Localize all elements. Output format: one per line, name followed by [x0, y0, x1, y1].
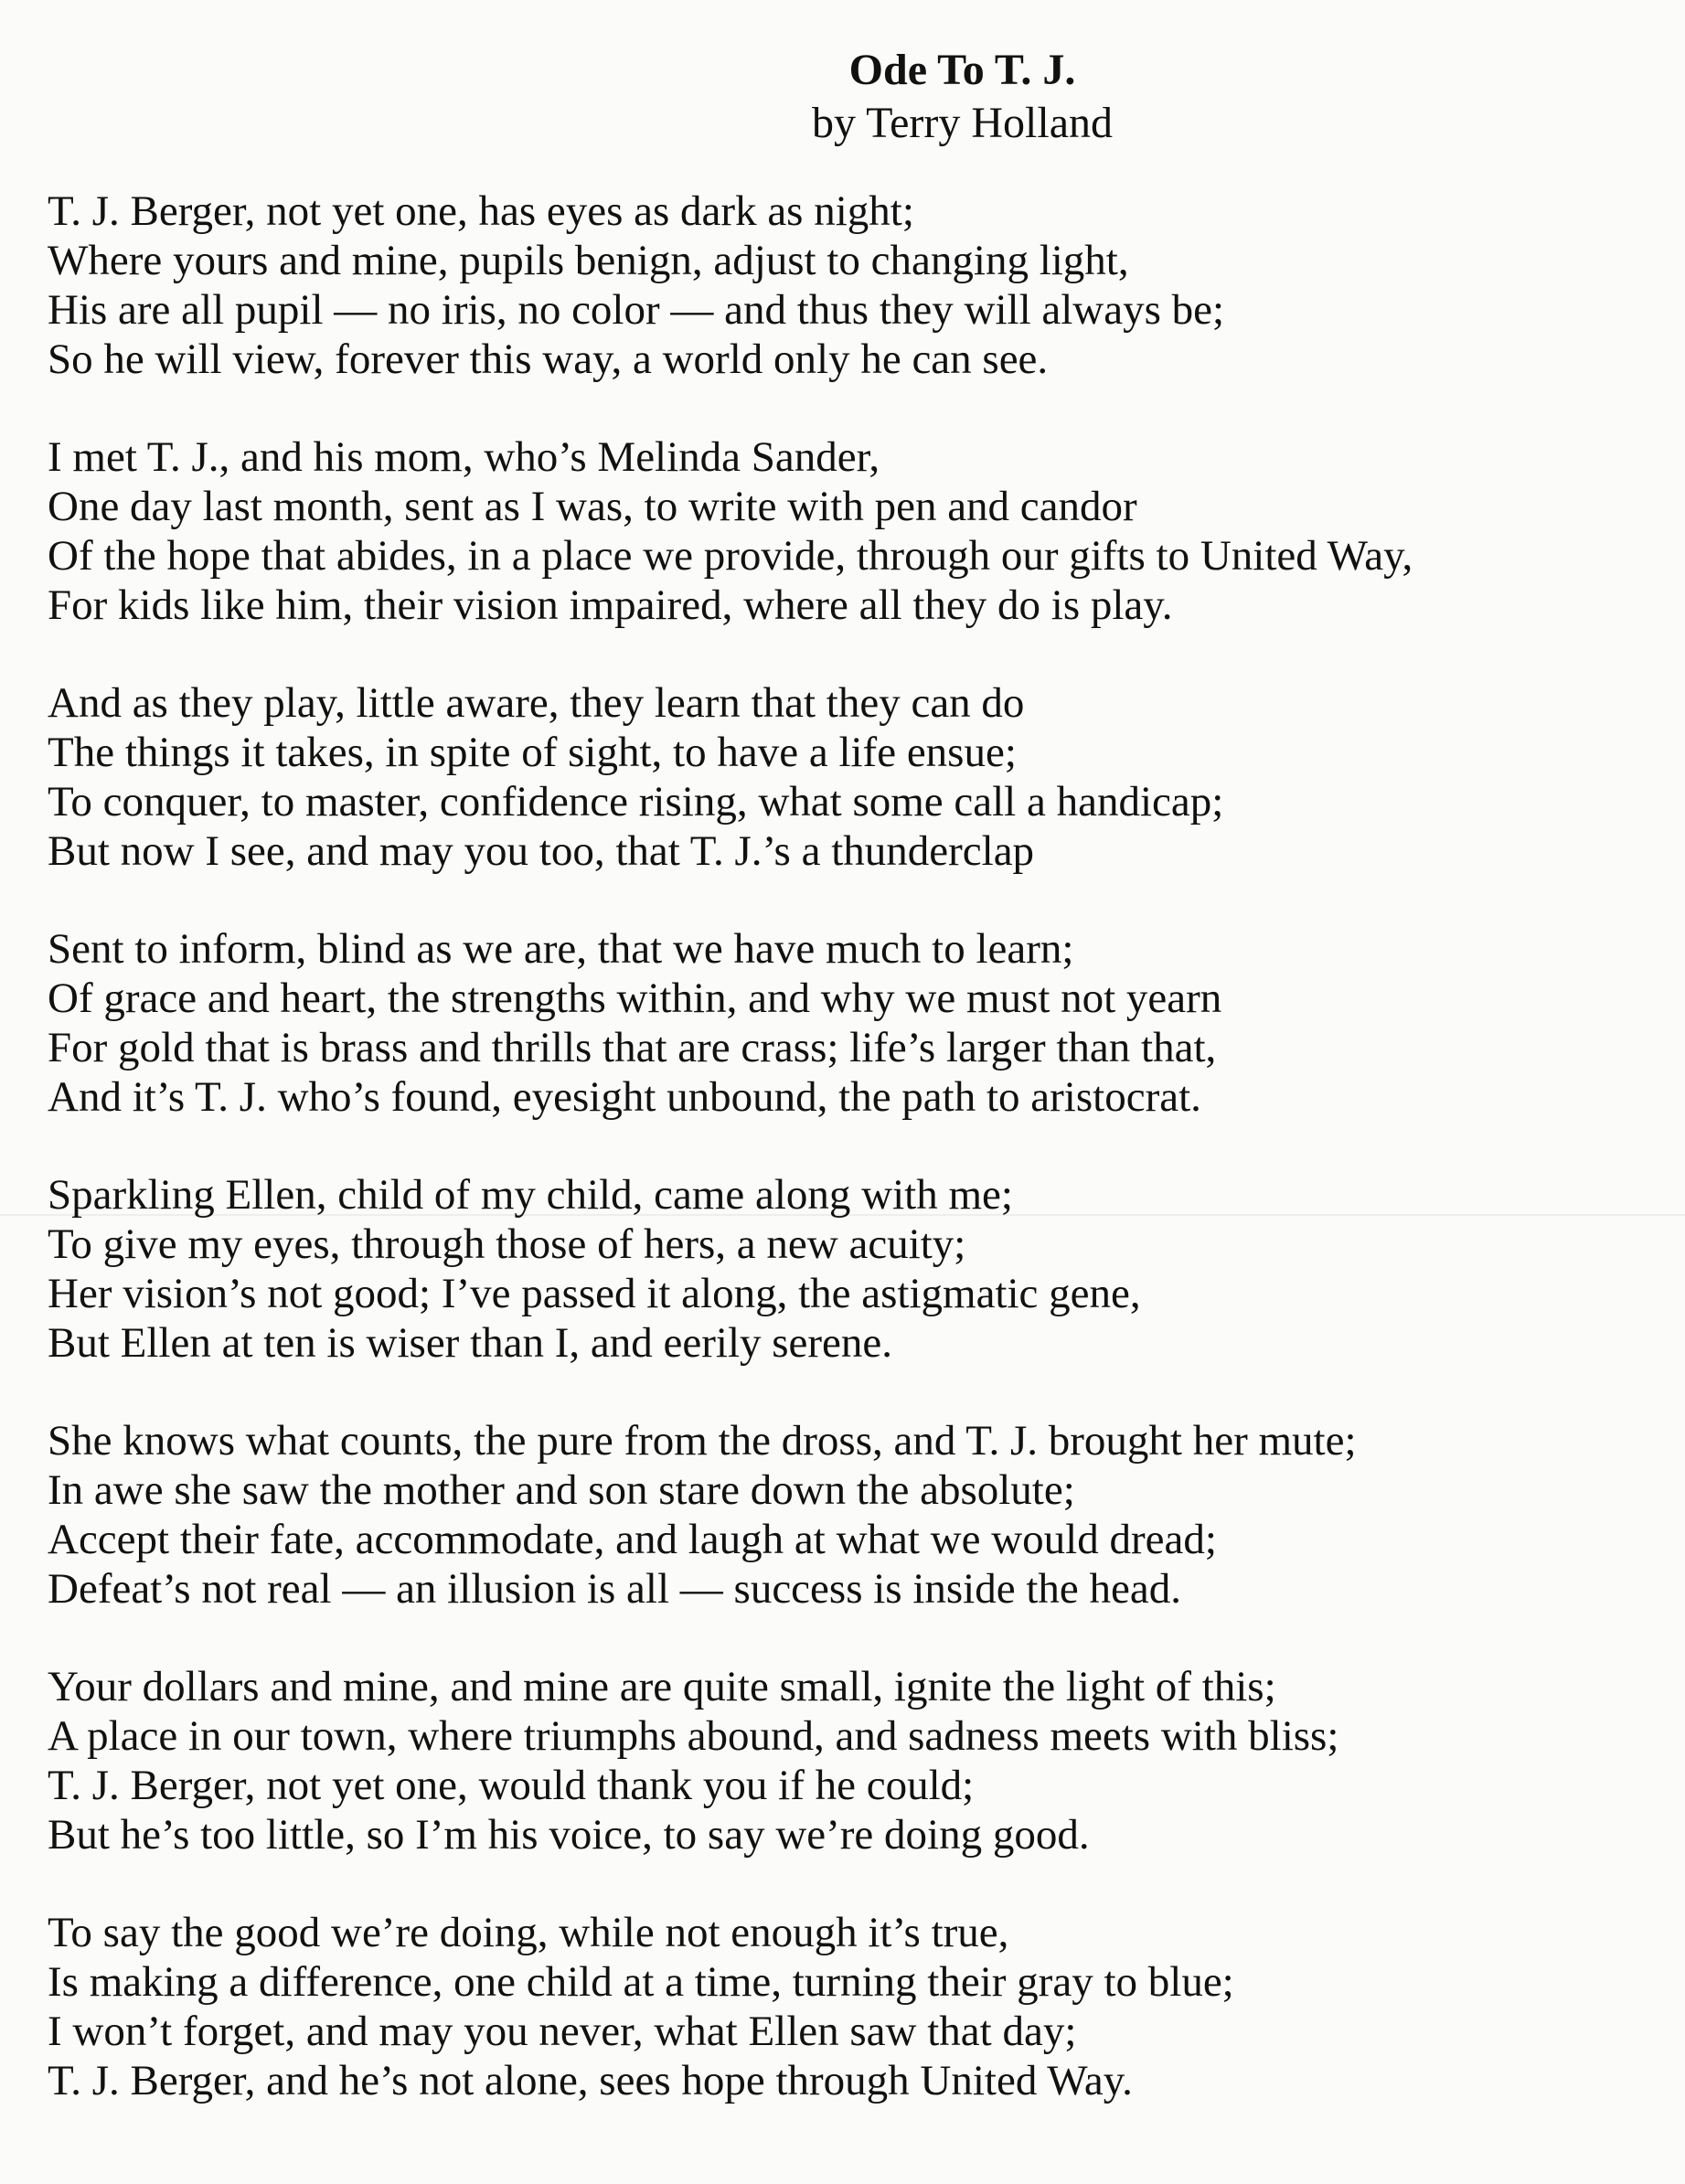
paper-fold-crease [0, 1214, 1685, 1216]
poem-line: A place in our town, where triumphs abound, and sadness meets with bliss; [48, 1712, 1339, 1760]
poem-line: Of the hope that abides, in a place we provide, through our gifts to United Way, [48, 532, 1413, 580]
poem-line: But he’s too little, so I’m his voice, to say we’re doing good. [48, 1811, 1090, 1859]
poem-header [48, 44, 1648, 150]
poem-line: Is making a difference, one child at a time, turning their gray to blue; [48, 1958, 1234, 2006]
poem-line: And it’s T. J. who’s found, eyesight unbound, the path to aristocrat. [48, 1073, 1201, 1121]
poem-line: To give my eyes, through those of hers, a new acuity; [48, 1220, 966, 1268]
poem-body [48, 186, 1648, 2105]
poem-line: Sparkling Ellen, child of my child, came along with me; [48, 1171, 1013, 1219]
stanza-3 [48, 678, 1648, 876]
poem-line: One day last month, sent as I was, to write with pen and candor [48, 483, 1137, 530]
poem-line: And as they play, little aware, they learn that they can do [48, 679, 1025, 727]
stanza-1 [48, 186, 1648, 384]
poem-line: Accept their fate, accommodate, and laugh at what we would dread; [48, 1516, 1217, 1563]
poem-line: Where yours and mine, pupils benign, adjust to changing light, [48, 237, 1129, 284]
poem-line: The things it takes, in spite of sight, to have a life ensue; [48, 729, 1017, 776]
poem-line: To conquer, to master, confidence rising, what some call a handicap; [48, 778, 1224, 826]
poem-line: I won’t forget, and may you never, what Ellen saw that day; [48, 2008, 1077, 2055]
poem-line: For gold that is brass and thrills that are crass; life’s larger than that, [48, 1024, 1217, 1071]
stanza-5 [48, 1170, 1648, 1368]
poem-line: T. J. Berger, not yet one, would thank you if he could; [48, 1762, 975, 1809]
poem-line: To say the good we’re doing, while not enough it’s true, [48, 1909, 1009, 1956]
poem-line: But Ellen at ten is wiser than I, and eerily serene. [48, 1319, 893, 1367]
poem-line: Her vision’s not good; I’ve passed it along, the astigmatic gene, [48, 1270, 1141, 1317]
poem-line: So he will view, forever this way, a world only he can see. [48, 336, 1049, 383]
poem-line: But now I see, and may you too, that T. J.’s a thunderclap [48, 827, 1035, 875]
poem-line: In awe she saw the mother and son stare down the absolute; [48, 1466, 1075, 1514]
stanza-6 [48, 1416, 1648, 1614]
poem-line: I met T. J., and his mom, who’s Melinda Sander, [48, 433, 880, 481]
poem-line: T. J. Berger, and he’s not alone, sees hope through United Way. [48, 2057, 1133, 2104]
poem-line: Defeat’s not real — an illusion is all — success is inside the head. [48, 1565, 1181, 1613]
poem-title: Ode To T. J. [848, 46, 1076, 94]
poem-line: Of grace and heart, the strengths within, and why we must not yearn [48, 975, 1222, 1022]
stanza-8 [48, 1908, 1648, 2105]
poem-byline: by Terry Holland [811, 99, 1113, 147]
stanza-4 [48, 924, 1648, 1122]
poem-line: T. J. Berger, not yet one, has eyes as dark as night; [48, 187, 914, 235]
poem-line: Your dollars and mine, and mine are quite small, ignite the light of this; [48, 1663, 1276, 1710]
poem-line: She knows what counts, the pure from the dross, and T. J. brought her mute; [48, 1417, 1357, 1465]
stanza-2 [48, 432, 1648, 630]
stanza-7 [48, 1662, 1648, 1859]
poem-line: His are all pupil — no iris, no color — and thus they will always be; [48, 286, 1225, 334]
poem-line: Sent to inform, blind as we are, that we have much to learn; [48, 925, 1074, 973]
poem-line: For kids like him, their vision impaired, where all they do is play. [48, 581, 1173, 629]
